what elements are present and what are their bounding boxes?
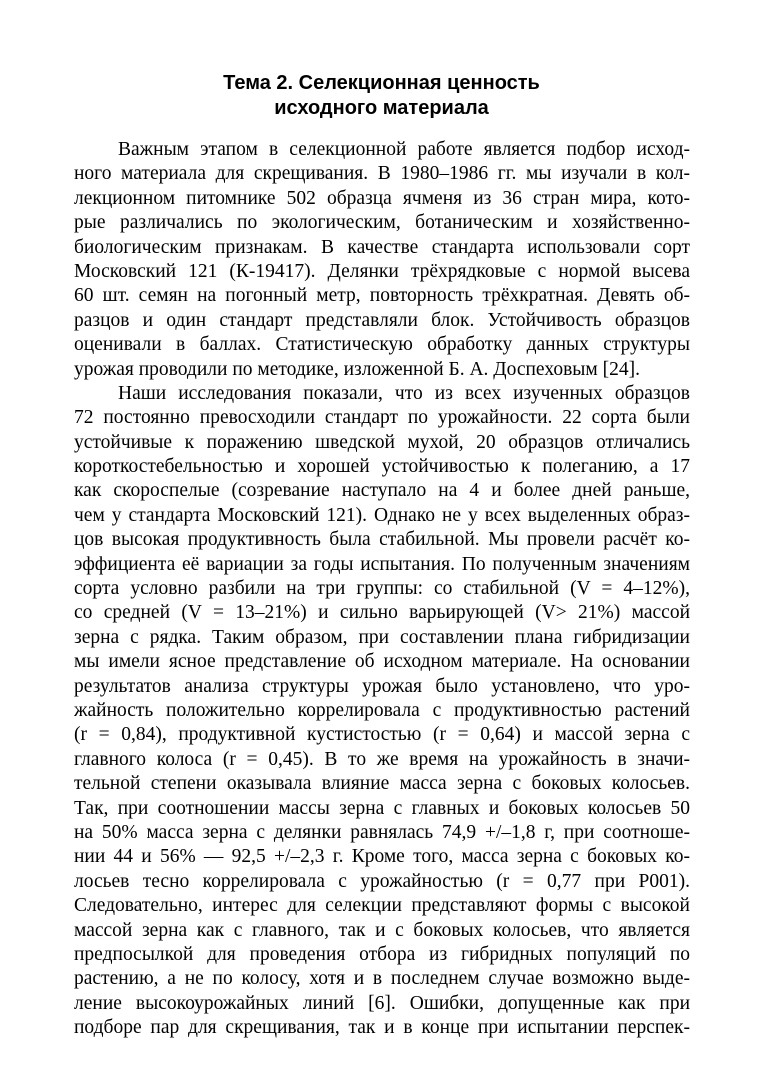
text-line: биологическим признакам. В качестве стандарта использовали сорт xyxy=(74,236,690,258)
text-line: короткостебельностью и хорошей устойчивостью к полеганию, а 17 xyxy=(74,456,690,478)
text-line: Московский 121 (К-19417). Делянки трёхрядковые с нормой высева xyxy=(74,260,690,282)
text-line: массой зерна как с главного, так и с боковых колосьев, что является xyxy=(74,919,690,941)
text-line: устойчивые к поражению шведской мухой, 20 образцов отличались xyxy=(74,431,690,453)
page-title xyxy=(0,71,763,121)
text-line: как скороспелые (созревание наступало на 4 и более дней раньше, xyxy=(74,480,690,502)
text-line: Следовательно, интерес для селекции представляют формы с высокой xyxy=(74,895,690,917)
text-line: подборе пар для скрещивания, так и в конце при испытании перспек- xyxy=(74,1017,690,1039)
title-line-2: исходного материала xyxy=(274,97,489,119)
text-line: Наши исследования показали, что из всех изученных образцов xyxy=(118,382,690,404)
text-line: Так, при соотношении массы зерна с главных и боковых колосьев 50 xyxy=(74,797,690,819)
text-line: эффициента её вариации за годы испытания. По полученным значениям xyxy=(74,553,690,575)
text-line: оценивали в баллах. Статистическую обработку данных структуры xyxy=(74,334,690,356)
text-line: мы имели ясное представление об исходном материале. На основании xyxy=(74,651,690,673)
text-line: нии 44 и 56% — 92,5 +/–2,3 г. Кроме того, масса зерна с боковых ко- xyxy=(74,846,690,868)
text-line: лосьев тесно коррелировала с урожайностью (r = 0,77 при P001). xyxy=(74,870,690,892)
text-line: результатов анализа структуры урожая было установлено, что уро- xyxy=(74,675,690,697)
text-line: ного материала для скрещивания. В 1980–1986 гг. мы изучали в кол- xyxy=(74,163,690,185)
body-text xyxy=(74,138,690,1040)
text-line: зерна с рядка. Таким образом, при составлении плана гибридизации xyxy=(74,626,690,648)
text-line: урожая проводили по методике, изложенной Б. А. Доспеховым [24]. xyxy=(74,358,640,380)
text-line: жайность положительно коррелировала с продуктивностью растений xyxy=(74,699,690,721)
text-line: лекционном питомнике 502 образца ячменя из 36 стран мира, кото- xyxy=(74,187,690,209)
text-line: ление высокоурожайных линий [6]. Ошибки, допущенные как при xyxy=(74,992,690,1014)
text-line: 72 постоянно превосходили стандарт по урожайности. 22 сорта были xyxy=(74,407,690,429)
text-line: растению, а не по колосу, хотя и в последнем случае возможно выде- xyxy=(74,968,690,990)
text-line: разцов и один стандарт представляли блок. Устойчивость образцов xyxy=(74,309,690,331)
text-line: на 50% масса зерна с делянки равнялась 74,9 +/–1,8 г, при соотноше- xyxy=(74,821,690,843)
text-line: тельной степени оказывала влияние масса зерна с боковых колосьев. xyxy=(74,773,690,795)
text-line: 60 шт. семян на погонный метр, повторность трёхкратная. Девять об- xyxy=(74,285,690,307)
text-line: предпосылкой для проведения отбора из гибридных популяций по xyxy=(74,943,690,965)
text-line: цов высокая продуктивность была стабильной. Мы провели расчёт ко- xyxy=(74,529,690,551)
title-line-1: Тема 2. Селекционная ценность xyxy=(223,72,540,94)
text-line: чем у стандарта Московский 121). Однако не у всех выделенных образ- xyxy=(74,504,690,526)
text-line: (r = 0,84), продуктивной кустистостью (r = 0,64) и массой зерна с xyxy=(74,724,690,746)
text-line: со средней (V = 13–21%) и сильно варьирующей (V> 21%) массой xyxy=(74,602,690,624)
text-line: рые различались по экологическим, ботаническим и хозяйственно- xyxy=(74,212,690,234)
text-line: главного колоса (r = 0,45). В то же время на урожайность в значи- xyxy=(74,748,690,770)
text-line: Важным этапом в селекционной работе является подбор исход- xyxy=(118,139,690,160)
text-line: сорта условно разбили на три группы: со стабильной (V = 4–12%), xyxy=(74,578,690,600)
